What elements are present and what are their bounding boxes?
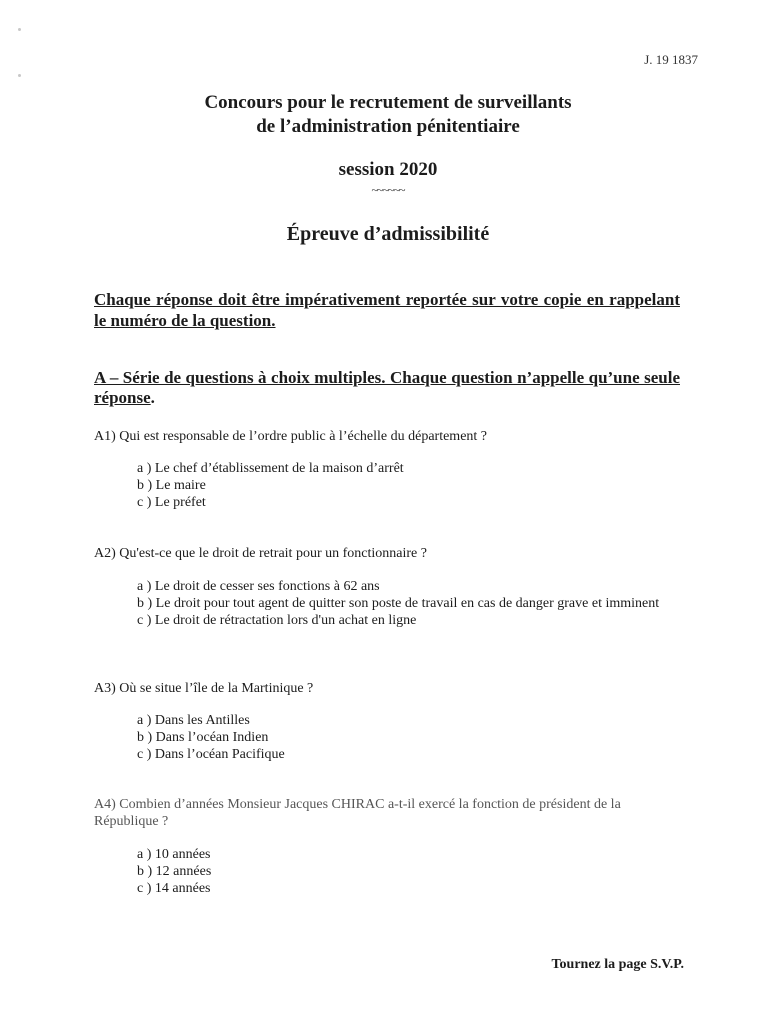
option-b [137, 863, 677, 880]
option-b [137, 595, 677, 612]
question-a1-options [137, 460, 677, 511]
option-text: Dans l’océan Pacifique [154, 747, 285, 762]
option-text: Le droit de cesser ses fonctions à 62 ans [154, 579, 380, 594]
option-a [137, 712, 677, 729]
option-b [137, 477, 677, 494]
option-letter: c ) [137, 495, 155, 510]
document-reference: J. 19 1837 [644, 52, 698, 67]
question-stem: A3) Où se situe l’île de la Martinique ? [94, 681, 314, 696]
title-line-2: de l’administration pénitentiaire [256, 116, 520, 137]
question-a3-options [137, 712, 677, 763]
section-heading-end: . [150, 388, 155, 407]
section-heading-text: A – Série de questions à choix multiples. Chaque question n’appelle qu’une seule réponse [94, 368, 680, 407]
question-stem: A2) Qu'est-ce que le droit de retrait pour un fonctionnaire ? [94, 546, 427, 561]
option-letter: b ) [137, 730, 156, 745]
option-letter: c ) [137, 613, 155, 628]
question-a4 [94, 796, 684, 830]
exam-title: Épreuve d’admissibilité [286, 223, 490, 245]
option-a [137, 578, 677, 595]
option-text: Dans les Antilles [154, 713, 250, 728]
option-text: Le droit de rétractation lors d'un achat en ligne [154, 613, 417, 628]
option-c [137, 746, 677, 763]
option-text: Le chef d’établissement de la maison d’arrêt [154, 461, 404, 476]
section-heading [94, 368, 680, 408]
option-b [137, 729, 677, 746]
option-c [137, 880, 677, 897]
option-letter: b ) [137, 596, 156, 611]
title-line-1: Concours pour le recrutement de surveillants [204, 92, 572, 113]
option-text: 14 années [154, 881, 211, 896]
question-stem: A4) Combien d’années Monsieur Jacques CHIRAC a-t-il exercé la fonction de président de la République ? [94, 797, 621, 829]
option-text: Dans l’océan Indien [155, 730, 269, 745]
scan-speck [18, 28, 21, 31]
option-letter: b ) [137, 478, 156, 493]
option-letter: a ) [137, 847, 155, 862]
option-letter: b ) [137, 864, 156, 879]
option-text: 12 années [155, 864, 212, 879]
question-a2 [94, 545, 684, 562]
option-letter: c ) [137, 881, 155, 896]
turn-page-note: Tournez la page S.V.P. [551, 957, 684, 972]
option-text: Le droit pour tout agent de quitter son poste de travail en cas de danger grave et imminent [155, 596, 660, 611]
question-a1 [94, 428, 684, 445]
option-letter: a ) [137, 579, 155, 594]
question-a2-options [137, 578, 677, 629]
option-text: Le préfet [154, 495, 206, 510]
option-a [137, 460, 677, 477]
option-letter: a ) [137, 713, 155, 728]
question-a4-options [137, 846, 677, 897]
option-text: 10 années [154, 847, 211, 862]
option-c [137, 612, 677, 629]
scan-speck [18, 74, 21, 77]
option-letter: c ) [137, 747, 155, 762]
option-text: Le maire [155, 478, 206, 493]
option-letter: a ) [137, 461, 155, 476]
question-a3 [94, 680, 684, 697]
option-a [137, 846, 677, 863]
ornament-divider: ~~~~~~ [371, 183, 405, 197]
instruction-text: Chaque réponse doit être impérativement reportée sur votre copie en rappelant le numéro de la question. [94, 290, 680, 330]
session-label: session 2020 [338, 159, 438, 180]
question-stem: A1) Qui est responsable de l’ordre public à l’échelle du département ? [94, 429, 488, 444]
option-c [137, 494, 677, 511]
